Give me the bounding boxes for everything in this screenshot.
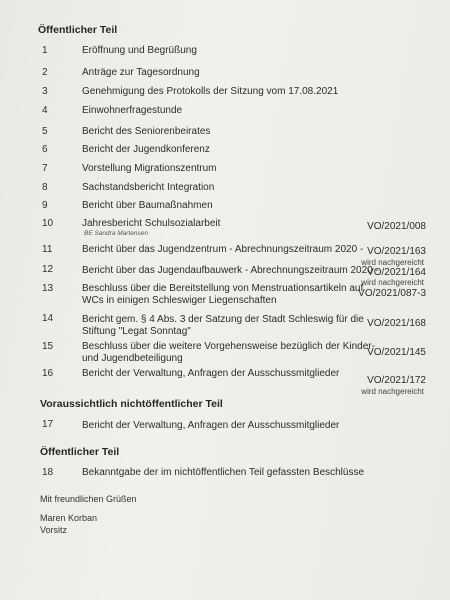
item-note: wird nachgereicht xyxy=(361,258,424,267)
section-heading-public-2: Öffentlicher Teil xyxy=(40,446,120,458)
item-title-line: und Jugendbeteiligung xyxy=(82,353,183,364)
item-title-line: WCs in einigen Schleswiger Liegenschaften xyxy=(82,295,277,306)
item-reference: VO/2021/168 xyxy=(367,318,426,329)
item-title xyxy=(82,341,375,365)
item-number: 7 xyxy=(42,163,48,174)
item-presenter: BE Sandra Martensen xyxy=(84,230,148,237)
item-title: Sachstandsbericht Integration xyxy=(82,182,215,193)
item-title-line: Stiftung "Legat Sonntag" xyxy=(82,326,191,337)
closing-greeting: Mit freundlichen Grüßen xyxy=(40,494,137,504)
item-title: Bericht der Jugendkonferenz xyxy=(82,144,210,155)
item-title xyxy=(82,218,220,238)
item-title xyxy=(82,314,364,338)
item-number: 9 xyxy=(42,200,48,211)
item-title-text: Jahresbericht Schulsozialarbeit xyxy=(82,218,221,229)
item-number: 8 xyxy=(42,182,48,193)
item-number: 4 xyxy=(42,105,48,116)
item-title: Genehmigung des Protokolls der Sitzung vom 17.08.2021 xyxy=(82,86,339,97)
item-number: 15 xyxy=(42,341,54,352)
item-reference: VO/2021/172 xyxy=(367,375,426,386)
item-title: Vorstellung Migrationszentrum xyxy=(82,163,217,174)
item-reference: VO/2021/164 xyxy=(367,267,426,278)
item-title: Bericht über Baumaßnahmen xyxy=(82,200,213,211)
item-number: 5 xyxy=(42,126,48,137)
item-title-line: Beschluss über die weitere Vorgehensweise bezüglich der Kinder- xyxy=(82,341,375,352)
item-title: Bericht über das Jugendzentrum - Abrechnungszeitraum 2020 - xyxy=(82,244,364,255)
item-title: Bericht des Seniorenbeirates xyxy=(82,126,211,137)
item-note: wird nachgereicht xyxy=(361,387,424,396)
item-title: Anträge zur Tagesordnung xyxy=(82,67,200,78)
section-heading-public: Öffentlicher Teil xyxy=(38,24,118,36)
item-title: Bericht der Verwaltung, Anfragen der Ausschussmitglieder xyxy=(82,368,340,379)
item-title xyxy=(82,283,363,307)
item-title-line: Beschluss über die Bereitstellung von Menstruationsartikeln auf xyxy=(82,283,364,294)
section-heading-private: Voraussichtlich nichtöffentlicher Teil xyxy=(40,398,223,410)
item-number: 12 xyxy=(42,264,54,275)
item-note: wird nachgereicht xyxy=(361,278,424,287)
item-title: Bekanntgabe der im nichtöffentlichen Teil gefassten Beschlüsse xyxy=(82,467,365,478)
item-reference: VO/2021/087-3 xyxy=(358,288,426,299)
item-number: 11 xyxy=(42,244,53,255)
item-number: 14 xyxy=(42,313,54,324)
item-title: Einwohnerfragestunde xyxy=(82,105,183,116)
item-number: 2 xyxy=(42,67,48,78)
item-number: 10 xyxy=(42,218,54,229)
item-number: 16 xyxy=(42,368,54,379)
item-reference: VO/2021/145 xyxy=(367,347,426,358)
item-title: Bericht der Verwaltung, Anfragen der Ausschussmitglieder xyxy=(82,420,340,431)
item-number: 13 xyxy=(42,283,54,294)
item-reference: VO/2021/008 xyxy=(367,221,426,232)
item-number: 1 xyxy=(42,45,48,56)
signer-role: Vorsitz xyxy=(40,525,68,535)
item-number: 17 xyxy=(42,419,54,430)
item-title: Eröffnung und Begrüßung xyxy=(82,45,197,56)
item-number: 18 xyxy=(42,467,54,478)
item-reference: VO/2021/163 xyxy=(367,246,426,257)
signer-name: Maren Korban xyxy=(40,513,98,523)
item-number: 3 xyxy=(42,86,48,97)
item-title: Bericht über das Jugendaufbauwerk - Abrechnungszeitraum 2020 - xyxy=(82,265,379,276)
item-title-line: Bericht gem. § 4 Abs. 3 der Satzung der Stadt Schleswig für die xyxy=(82,314,364,325)
item-number: 6 xyxy=(42,144,48,155)
